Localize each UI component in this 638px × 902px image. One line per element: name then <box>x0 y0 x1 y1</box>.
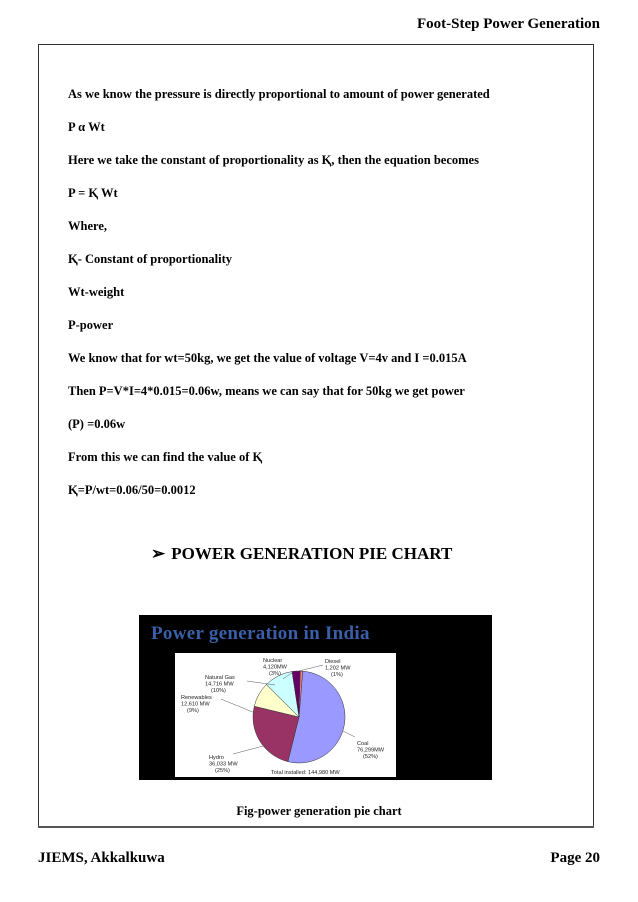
text-line: P = Ⱪ Wt <box>68 186 118 200</box>
footer-page-number: Page 20 <box>550 850 600 866</box>
arrow-bullet-icon: ➢ <box>151 544 166 563</box>
text-line: (P) =0.06w <box>68 417 126 431</box>
slice-label: (25%) <box>215 768 230 774</box>
slice-label: 4,120MW <box>263 664 287 671</box>
slice-label: (52%) <box>363 754 378 760</box>
slice-label: Renewables <box>181 695 212 701</box>
pie-chart-figure <box>139 615 492 780</box>
slice-label: (10%) <box>211 688 226 694</box>
section-heading <box>151 544 452 564</box>
body-text <box>68 86 568 515</box>
text-line: We know that for wt=50kg, we get the value of voltage V=4v and I =0.015A <box>68 351 467 365</box>
slice-label: (9%) <box>187 708 199 714</box>
leader-line <box>233 745 267 754</box>
slice-label: 12,610 MW <box>181 701 210 708</box>
slice-label: (3%) <box>269 671 281 677</box>
text-line: P α Wt <box>68 120 105 134</box>
text-line: P-power <box>68 318 114 332</box>
leader-line <box>343 731 355 737</box>
text-line: Ⱪ=P/wt=0.06/50=0.0012 <box>68 483 196 497</box>
slice-label: Natural Gas <box>205 675 235 681</box>
page-header-title: Foot-Step Power Generation <box>416 16 600 32</box>
slice-label: 76,299MW <box>357 747 385 754</box>
section-heading-text: POWER GENERATION PIE CHART <box>171 544 453 563</box>
chart-title: Power generation in India <box>151 623 370 644</box>
pie-chart <box>175 653 396 777</box>
slice-label: Nuclear <box>263 658 283 664</box>
footer-institution: JIEMS, Akkalkuwa <box>38 850 165 866</box>
leader-line <box>299 665 323 671</box>
leader-line <box>221 699 255 713</box>
page-border-bottom <box>38 826 594 828</box>
figure-caption: Fig-power generation pie chart <box>236 804 402 818</box>
slice-label: 36,033 MW <box>209 761 238 768</box>
total-installed-label: Total installed: 144,980 MW <box>271 770 340 776</box>
chart-panel <box>175 653 396 777</box>
text-line: From this we can find the value of Ⱪ <box>68 450 263 464</box>
slice-label: Hydro <box>209 755 224 761</box>
slice-label: Diesel <box>325 659 341 665</box>
slice-label: 14,716 MW <box>205 681 234 688</box>
text-line: Here we take the constant of proportionality as Ⱪ, then the equation becomes <box>68 153 479 167</box>
slice-label: Coal <box>357 741 369 747</box>
slice-label: (1%) <box>331 672 343 678</box>
text-line: As we know the pressure is directly proportional to amount of power generated <box>68 87 490 101</box>
text-line: Ⱪ- Constant of proportionality <box>68 252 233 266</box>
text-line: Where, <box>68 219 107 233</box>
text-line: Then P=V*I=4*0.015=0.06w, means we can say that for 50kg we get power <box>68 384 465 398</box>
text-line: Wt-weight <box>68 285 125 299</box>
slice-label: 1,202 MW <box>325 665 351 672</box>
